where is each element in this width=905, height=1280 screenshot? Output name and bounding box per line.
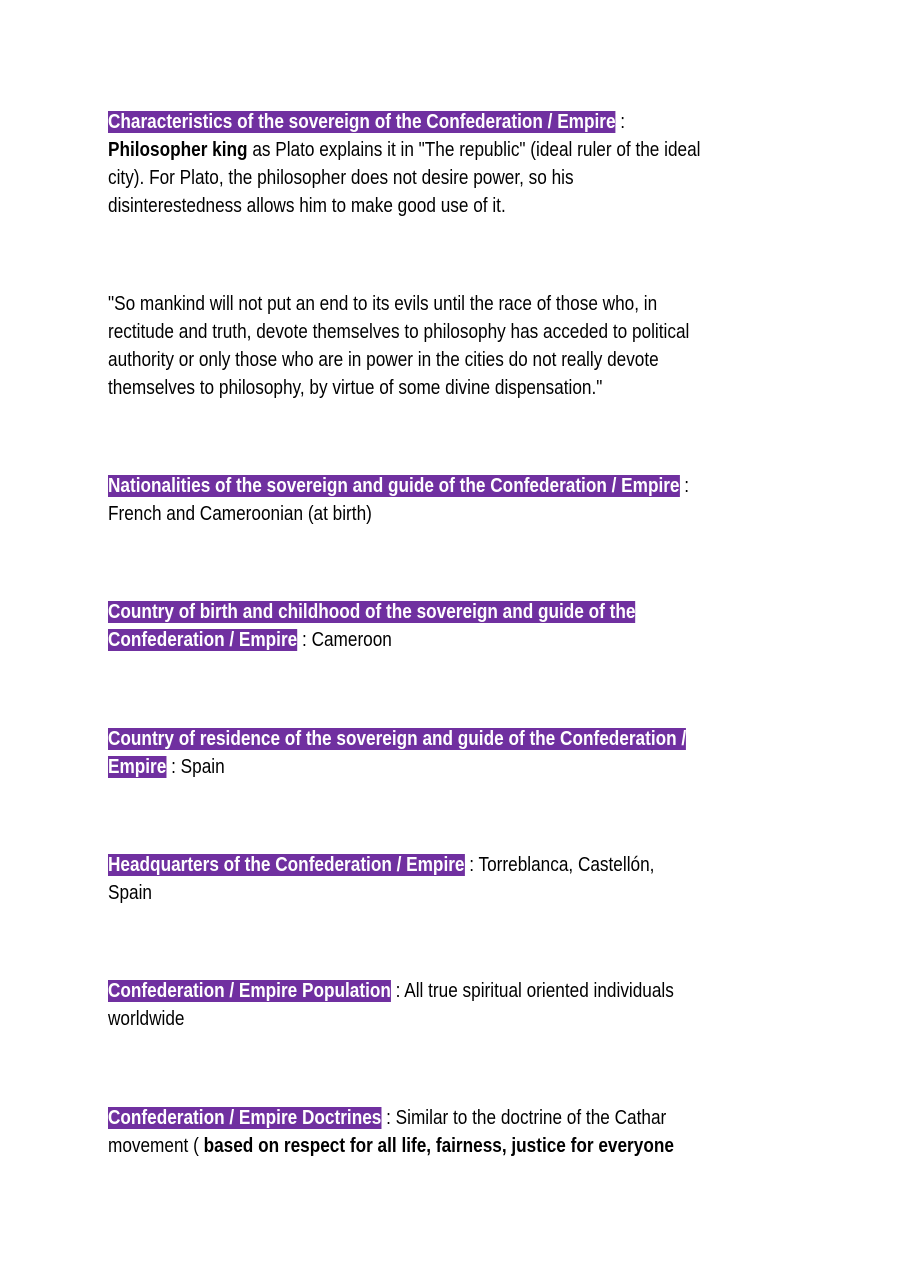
separator: : xyxy=(679,475,690,497)
heading-line xyxy=(108,108,700,136)
heading-line xyxy=(108,753,686,781)
section-residence xyxy=(108,725,780,781)
section-value: : Cameroon xyxy=(297,629,392,651)
section-value: : Similar to the doctrine of the Cathar xyxy=(381,1107,667,1129)
body-text: as Plato explains it in "The republic" (ideal ruler of the ideal xyxy=(247,139,701,161)
body-line: disinterestedness allows him to make good use of it. xyxy=(108,195,506,217)
heading-line xyxy=(108,977,674,1005)
section-nationalities xyxy=(108,472,784,528)
section-value-line2 xyxy=(108,1132,674,1160)
section-population xyxy=(108,977,766,1033)
heading-line xyxy=(108,851,654,879)
section-heading: Confederation / Empire Population xyxy=(108,980,391,1002)
separator: : xyxy=(615,111,626,133)
quote-line: authority or only those who are in power in the cities do not really devote xyxy=(108,349,659,371)
section-value: : Spain xyxy=(166,756,225,778)
section-doctrines xyxy=(108,1104,766,1160)
body-line xyxy=(108,136,700,164)
quote-line: themselves to philosophy, by virtue of some divine dispensation." xyxy=(108,377,603,399)
heading-line xyxy=(108,598,635,626)
value-bold: based on respect for all life, fairness, justice for everyone xyxy=(203,1135,674,1157)
section-heading: Confederation / Empire xyxy=(108,629,298,651)
heading-line xyxy=(108,1104,674,1132)
section-heading: Empire xyxy=(108,756,167,778)
section-value: : All true spiritual oriented individuals xyxy=(390,980,674,1002)
section-heading: Characteristics of the sovereign of the Confederation / Empire xyxy=(108,111,616,133)
heading-line xyxy=(108,725,686,753)
section-headquarters xyxy=(108,851,743,907)
section-heading: Country of birth and childhood of the sovereign and guide of the xyxy=(108,601,636,623)
section-value-line2: Spain xyxy=(108,882,152,904)
quote-line: "So mankind will not put an end to its evils until the race of those who, in xyxy=(108,293,658,315)
heading-line xyxy=(108,626,635,654)
section-heading: Confederation / Empire Doctrines xyxy=(108,1107,382,1129)
section-birth-country xyxy=(108,598,721,654)
section-value: : Torreblanca, Castellón, xyxy=(464,854,655,876)
body-line: city). For Plato, the philosopher does not desire power, so his xyxy=(108,167,574,189)
plato-quote xyxy=(108,290,784,402)
heading-line xyxy=(108,472,689,500)
value-plain: movement ( xyxy=(108,1135,204,1157)
quote-line: rectitude and truth, devote themselves to philosophy has acceded to political xyxy=(108,321,690,343)
section-characteristics xyxy=(108,108,797,220)
section-heading: Headquarters of the Confederation / Empire xyxy=(108,854,465,876)
section-value-line2: worldwide xyxy=(108,1008,185,1030)
bold-term: Philosopher king xyxy=(108,139,248,161)
section-heading: Nationalities of the sovereign and guide of the Confederation / Empire xyxy=(108,475,680,497)
section-heading: Country of residence of the sovereign and guide of the Confederation / xyxy=(108,728,687,750)
section-value: French and Cameroonian (at birth) xyxy=(108,503,372,525)
